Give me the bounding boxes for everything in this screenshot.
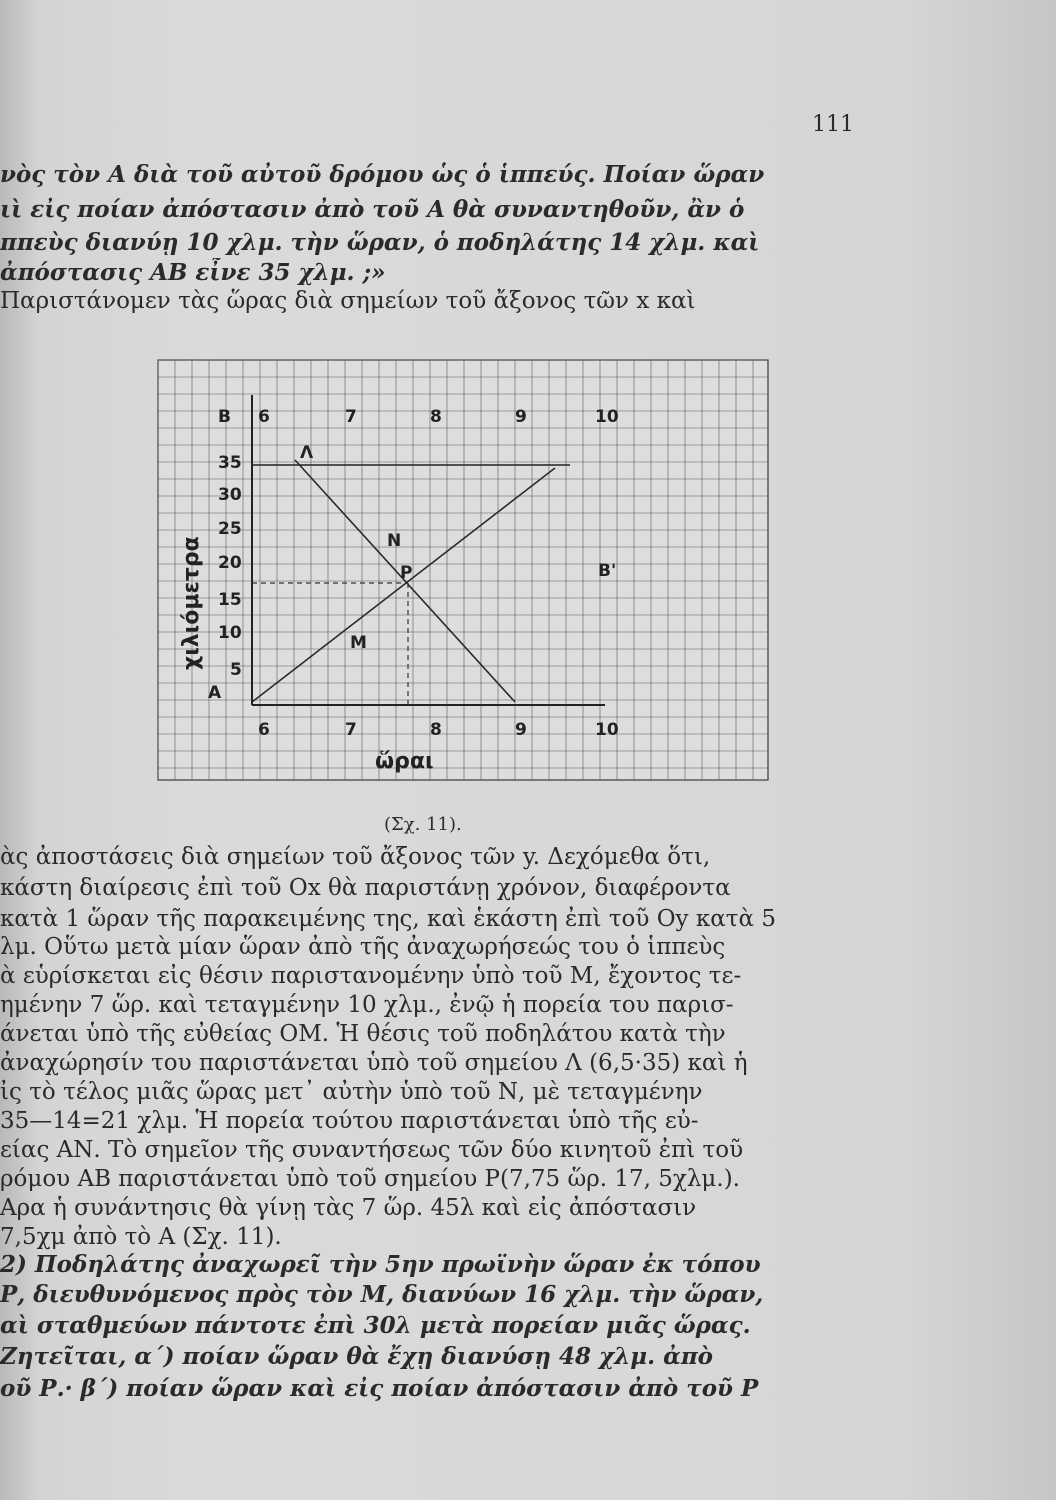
text-line: ἰς τὸ τέλος μιᾶς ὥρας μετ᾽ αὐτὴν ὑπὸ τοῦ Ν, μὲ τεταγμένην <box>0 1079 703 1105</box>
label-n: Ν <box>387 531 402 551</box>
text-line: ἀπόστασις ΑΒ εἶνε 35 χλμ. ;» <box>0 259 386 286</box>
y-tick: 15 <box>218 590 242 610</box>
text-line: νὸς τὸν Α διὰ τοῦ αὐτοῦ δρόμου ὡς ὁ ἱππεύς. Ποίαν ὥραν <box>0 161 765 188</box>
text-line: άνεται ὑπὸ τῆς εὐθείας ΟΜ. Ἡ θέσις τοῦ ποδηλάτου κατὰ τὴν <box>0 1021 726 1047</box>
y-tick: 5 <box>230 660 242 680</box>
text-line: οῦ Ρ.· β΄) ποίαν ὥραν καὶ εἰς ποίαν ἀπόστασιν ἀπὸ τοῦ Ρ <box>0 1375 759 1402</box>
text-line: Ζητεῖται, α΄) ποίαν ὥραν θὰ ἔχῃ διανύσῃ 48 χλμ. ἀπὸ <box>0 1343 713 1370</box>
y-tick: 10 <box>218 623 242 643</box>
label-b-right: Β' <box>598 561 617 581</box>
page-number: 111 <box>812 112 854 137</box>
text-line: Παριστάνομεν τὰς ὥρας διὰ σημείων τοῦ ἄξονος τῶν x καὶ <box>0 288 696 314</box>
x-tick-top: 8 <box>430 407 442 427</box>
text-line: ημένην 7 ὥρ. καὶ τεταγμένην 10 χλμ., ἐνῷ ἡ πορεία του παρισ- <box>0 992 734 1018</box>
y-tick: 20 <box>218 553 242 573</box>
text-line: είας ΑΝ. Τὸ σημεῖον τῆς συναντήσεως τῶν δύο κινητοῦ ἐπὶ τοῦ <box>0 1137 744 1163</box>
y-axis-label: χιλιόμετρα <box>179 536 204 670</box>
text-line: κατὰ 1 ὥραν τῆς παρακειμένης της, καὶ ἑκάστη ἐπὶ τοῦ Oy κατὰ 5 <box>0 906 776 932</box>
text-line: Ρ, διευθυνόμενος πρὸς τὸν Μ, διανύων 16 χλμ. τὴν ὥραν, <box>0 1281 764 1308</box>
text-line: αὶ σταθμεύων πάντοτε ἐπὶ 30λ μετὰ πορείαν μιᾶς ὥρας. <box>0 1312 751 1339</box>
label-b: Β <box>218 407 231 427</box>
text-line: Αρα ἡ συνάντησις θὰ γίνῃ τὰς 7 ὥρ. 45λ καὶ εἰς ἀπόστασιν <box>0 1195 697 1221</box>
x-axis-label: ὥραι <box>375 749 434 774</box>
text-line: ὰς ἀποστάσεις διὰ σημείων τοῦ ἄξονος τῶν y. Δεχόμεθα ὅτι, <box>0 844 711 870</box>
x-tick-bottom: 8 <box>430 720 442 740</box>
x-tick-top: 10 <box>595 407 619 427</box>
text-line: ιὶ εἰς ποίαν ἀπόστασιν ἀπὸ τοῦ Α θὰ συναντηθοῦν, ἂν ὁ <box>0 196 745 223</box>
y-tick: 35 <box>218 453 242 473</box>
x-tick-top: 6 <box>258 407 270 427</box>
x-tick-bottom: 6 <box>258 720 270 740</box>
label-lambda: Λ <box>300 443 314 463</box>
x-tick-bottom: 9 <box>515 720 527 740</box>
figure-caption: (Σχ. 11). <box>384 814 462 835</box>
x-tick-top: 7 <box>345 407 357 427</box>
text-line: 35—14=21 χλμ. Ἡ πορεία τούτου παριστάνεται ὑπὸ τῆς εὐ- <box>0 1108 699 1134</box>
label-p: Ρ <box>400 563 413 583</box>
text-line: ρόμου ΑΒ παριστάνεται ὑπὸ τοῦ σημείου Ρ(7,75 ὥρ. 17, 5χλμ.). <box>0 1166 740 1192</box>
x-tick-bottom: 10 <box>595 720 619 740</box>
x-tick-top: 9 <box>515 407 527 427</box>
text-line: λμ. Οὕτω μετὰ μίαν ὥραν ἀπὸ τῆς ἀναχωρήσεώς του ὁ ἱππεὺς <box>0 934 726 960</box>
y-tick: 30 <box>218 485 242 505</box>
label-m: Μ <box>350 633 367 653</box>
label-origin: Α <box>208 683 222 703</box>
y-tick: 25 <box>218 519 242 539</box>
text-line: ὰ εὑρίσκεται εἰς θέσιν παριστανομένην ὑπὸ τοῦ Μ, ἔχοντος τε- <box>0 963 742 989</box>
text-line: 2) Ποδηλάτης ἀναχωρεῖ τὴν 5ην πρωϊνὴν ὥραν ἐκ τόπου <box>0 1251 761 1278</box>
text-line: κάστη διαίρεσις ἐπὶ τοῦ Ox θὰ παριστάνῃ χρόνον, διαφέροντα <box>0 875 731 901</box>
distance-time-graph <box>150 350 830 810</box>
text-line: ππεὺς διανύῃ 10 χλμ. τὴν ὥραν, ὁ ποδηλάτης 14 χλμ. καὶ <box>0 229 760 256</box>
x-tick-bottom: 7 <box>345 720 357 740</box>
text-line: 7,5χμ ἀπὸ τὸ Α (Σχ. 11). <box>0 1224 282 1250</box>
text-line: ἀναχώρησίν του παριστάνεται ὑπὸ τοῦ σημείου Λ (6,5·35) καὶ ἡ <box>0 1050 748 1076</box>
